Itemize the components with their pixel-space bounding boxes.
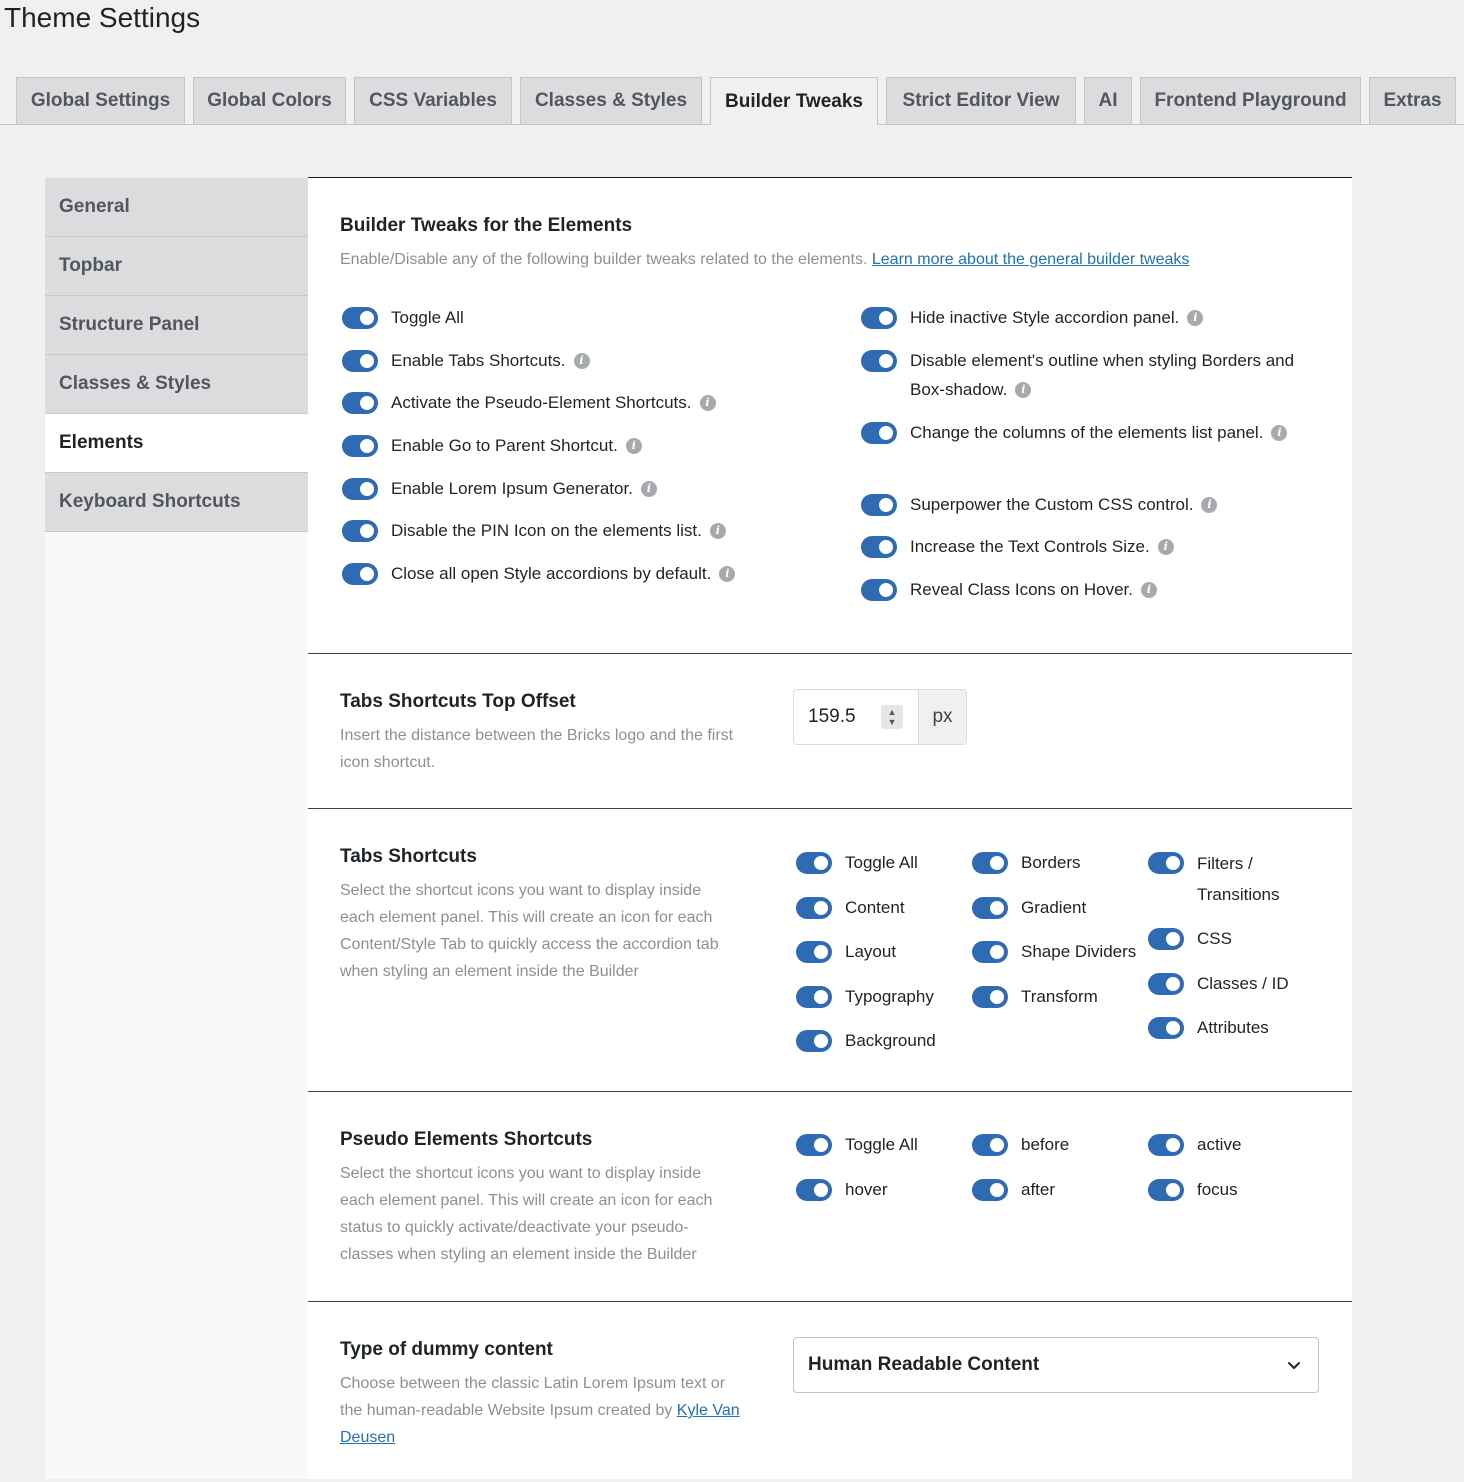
active-switch[interactable] xyxy=(1148,1134,1184,1156)
filters-transitions-switch[interactable] xyxy=(1148,852,1184,874)
toggle-all-switch[interactable] xyxy=(342,307,378,329)
toggle-row xyxy=(796,1178,888,1204)
toggle-row xyxy=(972,1133,1069,1159)
content-switch[interactable] xyxy=(796,897,832,919)
shape-dividers-switch[interactable] xyxy=(972,941,1008,963)
top-offset-field xyxy=(793,689,967,745)
toggle-label: Background xyxy=(845,1031,936,1050)
toggle-label: Enable Tabs Shortcuts. xyxy=(391,351,566,370)
layout-switch[interactable] xyxy=(796,941,832,963)
description-text: Choose between the classic Latin Lorem Ipsum text or the human-readable Website Ipsum created by xyxy=(340,1375,726,1419)
tab-strict-editor-view[interactable]: Strict Editor View xyxy=(886,77,1076,124)
info-icon[interactable]: i xyxy=(574,353,590,369)
section-title: Pseudo Elements Shortcuts xyxy=(340,1129,593,1150)
toggle-row xyxy=(796,940,896,966)
hide-inactive-accordion-switch[interactable] xyxy=(861,307,897,329)
tabs-shortcuts-section xyxy=(308,809,1352,1092)
settings-tabs xyxy=(0,77,1464,125)
toggle-label: after xyxy=(1021,1180,1056,1199)
toggle-row xyxy=(1148,851,1318,910)
toggle-row xyxy=(861,349,1301,404)
toggle-label-wrap xyxy=(391,346,590,375)
disable-outline-switch[interactable] xyxy=(861,350,897,372)
toggle-label: Disable the PIN Icon on the elements list. xyxy=(391,521,702,540)
toggle-label: Classes / ID xyxy=(1197,974,1289,993)
background-switch[interactable] xyxy=(796,1030,832,1052)
toggle-label-wrap xyxy=(910,418,1287,447)
section-title: Tabs Shortcuts Top Offset xyxy=(340,691,576,712)
settings-content xyxy=(308,177,1352,1482)
toggle-label: Reveal Class Icons on Hover. xyxy=(910,580,1133,599)
section-description: Insert the distance between the Bricks logo and the first icon shortcut. xyxy=(340,727,734,771)
toggle-row xyxy=(1148,972,1289,998)
toggle-row xyxy=(1148,927,1232,953)
toggle-label: Borders xyxy=(1021,853,1081,872)
toggle-row xyxy=(1148,1178,1238,1204)
toggle-label: hover xyxy=(845,1180,888,1199)
tabs-toggle-all-switch[interactable] xyxy=(796,852,832,874)
section-title: Builder Tweaks for the Elements xyxy=(340,215,633,236)
reveal-class-icons-switch[interactable] xyxy=(861,579,897,601)
toggle-row xyxy=(796,1133,918,1159)
css-switch[interactable] xyxy=(1148,928,1184,950)
toggle-label: Hide inactive Style accordion panel. xyxy=(910,308,1180,327)
toggle-label-wrap xyxy=(910,303,1203,332)
toggle-row xyxy=(342,306,464,332)
focus-switch[interactable] xyxy=(1148,1179,1184,1201)
toggle-label: Typography xyxy=(845,987,934,1006)
text-controls-size-switch[interactable] xyxy=(861,536,897,558)
unit-label: px xyxy=(918,690,966,744)
toggle-row xyxy=(972,851,1081,877)
toggle-row xyxy=(972,1178,1055,1204)
section-description xyxy=(340,1370,740,1451)
info-icon[interactable]: i xyxy=(710,523,726,539)
sidebar-item-classes-styles[interactable]: Classes & Styles xyxy=(45,355,308,414)
toggle-label: Activate the Pseudo-Element Shortcuts. xyxy=(391,393,692,412)
tab-css-variables[interactable]: CSS Variables xyxy=(354,77,512,124)
sidebar-item-topbar[interactable]: Topbar xyxy=(45,237,308,296)
pseudo-shortcuts-section xyxy=(308,1092,1352,1302)
toggle-label: Superpower the Custom CSS control. xyxy=(910,495,1194,514)
settings-sidebar xyxy=(45,178,308,1482)
toggle-row xyxy=(796,985,934,1011)
spin-down-icon[interactable]: ▼ xyxy=(887,717,897,727)
toggle-label-wrap xyxy=(910,346,1301,404)
toggle-row xyxy=(342,349,590,375)
toggle-label: Filters / Transitions xyxy=(1197,854,1280,904)
chevron-down-icon xyxy=(1284,1355,1304,1375)
gradient-switch[interactable] xyxy=(972,897,1008,919)
sidebar-item-general[interactable]: General xyxy=(45,178,308,237)
tab-extras[interactable]: Extras xyxy=(1369,77,1456,124)
toggle-label-wrap xyxy=(910,490,1217,519)
toggle-label-wrap xyxy=(391,474,657,503)
toggle-row xyxy=(861,306,1203,332)
top-offset-input[interactable] xyxy=(794,690,918,744)
tab-global-colors[interactable]: Global Colors xyxy=(193,77,346,124)
sidebar-item-structure-panel[interactable]: Structure Panel xyxy=(45,296,308,355)
info-icon[interactable]: i xyxy=(1201,497,1217,513)
toggle-label: Shape Dividers xyxy=(1021,942,1137,961)
info-icon[interactable]: i xyxy=(1158,539,1174,555)
section-title: Tabs Shortcuts xyxy=(340,846,477,867)
top-offset-section xyxy=(308,654,1352,809)
before-switch[interactable] xyxy=(972,1134,1008,1156)
classes-id-switch[interactable] xyxy=(1148,973,1184,995)
pseudo-element-shortcuts-switch[interactable] xyxy=(342,392,378,414)
toggle-label: Gradient xyxy=(1021,898,1087,917)
toggle-row xyxy=(972,940,1136,966)
superpower-css-switch[interactable] xyxy=(861,494,897,516)
borders-switch[interactable] xyxy=(972,852,1008,874)
toggle-label: Enable Go to Parent Shortcut. xyxy=(391,436,618,455)
tab-classes-styles[interactable]: Classes & Styles xyxy=(520,77,702,124)
toggle-label: Disable element's outline when styling Borders and Box-shadow. xyxy=(910,351,1295,399)
section-title: Type of dummy content xyxy=(340,1339,553,1360)
section-description: Select the shortcut icons you want to display inside each element panel. This will create an icon for each status to quickly activate/deactivate your pseudo-classes when styling an element inside the Builder xyxy=(340,1165,713,1263)
tab-frontend-playground[interactable]: Frontend Playground xyxy=(1140,77,1361,124)
lorem-ipsum-switch[interactable] xyxy=(342,478,378,500)
toggle-label: focus xyxy=(1197,1180,1238,1199)
toggle-label: Transform xyxy=(1021,987,1098,1006)
toggle-label-wrap xyxy=(910,575,1157,604)
toggle-label-wrap xyxy=(910,532,1174,561)
typography-switch[interactable] xyxy=(796,986,832,1008)
attributes-switch[interactable] xyxy=(1148,1017,1184,1039)
toggle-row xyxy=(796,1029,936,1055)
number-spinner[interactable] xyxy=(881,705,903,729)
transform-switch[interactable] xyxy=(972,986,1008,1008)
toggle-row xyxy=(1148,1016,1269,1042)
description-text: Enable/Disable any of the following builder tweaks related to the elements. xyxy=(340,251,868,268)
toggle-label-wrap xyxy=(391,388,716,417)
dummy-content-select[interactable] xyxy=(793,1337,1319,1393)
toggle-label: Increase the Text Controls Size. xyxy=(910,537,1150,556)
toggle-row xyxy=(342,562,735,588)
after-switch[interactable] xyxy=(972,1179,1008,1201)
tab-ai[interactable]: AI xyxy=(1084,77,1132,124)
toggle-row xyxy=(972,985,1098,1011)
toggle-label: Content xyxy=(845,898,905,917)
dummy-content-section xyxy=(308,1302,1352,1482)
toggle-label: Layout xyxy=(845,942,897,961)
pseudo-toggle-all-switch[interactable] xyxy=(796,1134,832,1156)
toggle-row xyxy=(796,851,918,877)
go-to-parent-switch[interactable] xyxy=(342,435,378,457)
tab-global-settings[interactable]: Global Settings xyxy=(16,77,185,124)
toggle-label: Enable Lorem Ipsum Generator. xyxy=(391,479,633,498)
tab-builder-tweaks[interactable]: Builder Tweaks xyxy=(710,77,878,125)
toggle-label: Toggle All xyxy=(845,853,918,872)
toggle-label-wrap xyxy=(391,516,726,545)
toggle-row xyxy=(796,896,905,922)
toggle-label: Toggle All xyxy=(845,1135,918,1154)
selected-value: Human Readable Content xyxy=(808,1354,1040,1375)
author-link[interactable]: Kyle Van Deusen xyxy=(340,1402,740,1446)
toggle-label: Close all open Style accordions by default. xyxy=(391,564,712,583)
toggle-label: Attributes xyxy=(1197,1018,1269,1037)
elements-tweaks-section xyxy=(308,178,1352,654)
toggle-row xyxy=(861,421,1301,447)
toggle-row xyxy=(861,493,1217,519)
sidebar-item-elements[interactable]: Elements xyxy=(45,414,308,473)
toggle-label: Toggle All xyxy=(391,308,464,327)
toggle-label: active xyxy=(1197,1135,1242,1154)
toggle-label: CSS xyxy=(1197,929,1232,948)
columns-elements-list-switch[interactable] xyxy=(861,422,897,444)
pin-icon-switch[interactable] xyxy=(342,520,378,542)
toggle-row xyxy=(972,896,1086,922)
info-icon[interactable]: i xyxy=(641,481,657,497)
toggle-label: Change the columns of the elements list panel. xyxy=(910,423,1264,442)
tabs-shortcuts-switch[interactable] xyxy=(342,350,378,372)
section-description: Select the shortcut icons you want to display inside each element panel. This will create an icon for each Content/Style Tab to quickly access the accordion tab when styling an element inside the Builder xyxy=(340,882,719,980)
spin-up-icon[interactable]: ▲ xyxy=(887,707,897,717)
sidebar-item-keyboard-shortcuts[interactable]: Keyboard Shortcuts xyxy=(45,473,308,532)
toggle-row xyxy=(861,578,1157,604)
info-icon[interactable]: i xyxy=(1271,425,1287,441)
toggle-row xyxy=(1148,1133,1241,1159)
toggle-row xyxy=(342,519,726,545)
close-accordions-switch[interactable] xyxy=(342,563,378,585)
toggle-row xyxy=(342,434,642,460)
info-icon[interactable]: i xyxy=(700,395,716,411)
info-icon[interactable]: i xyxy=(719,566,735,582)
info-icon[interactable]: i xyxy=(1015,382,1031,398)
top-offset-value: 159.5 xyxy=(808,706,856,727)
info-icon[interactable]: i xyxy=(626,438,642,454)
page-title: Theme Settings xyxy=(4,2,201,33)
section-description xyxy=(340,246,1300,273)
info-icon[interactable]: i xyxy=(1141,582,1157,598)
toggle-row xyxy=(861,535,1174,561)
info-icon[interactable]: i xyxy=(1187,310,1203,326)
toggle-label-wrap xyxy=(391,559,735,588)
hover-switch[interactable] xyxy=(796,1179,832,1201)
learn-more-link[interactable]: Learn more about the general builder tweaks xyxy=(871,251,1190,268)
toggle-row xyxy=(342,391,716,417)
toggle-row xyxy=(342,477,657,503)
toggle-label-wrap xyxy=(391,431,642,460)
toggle-label: before xyxy=(1021,1135,1070,1154)
